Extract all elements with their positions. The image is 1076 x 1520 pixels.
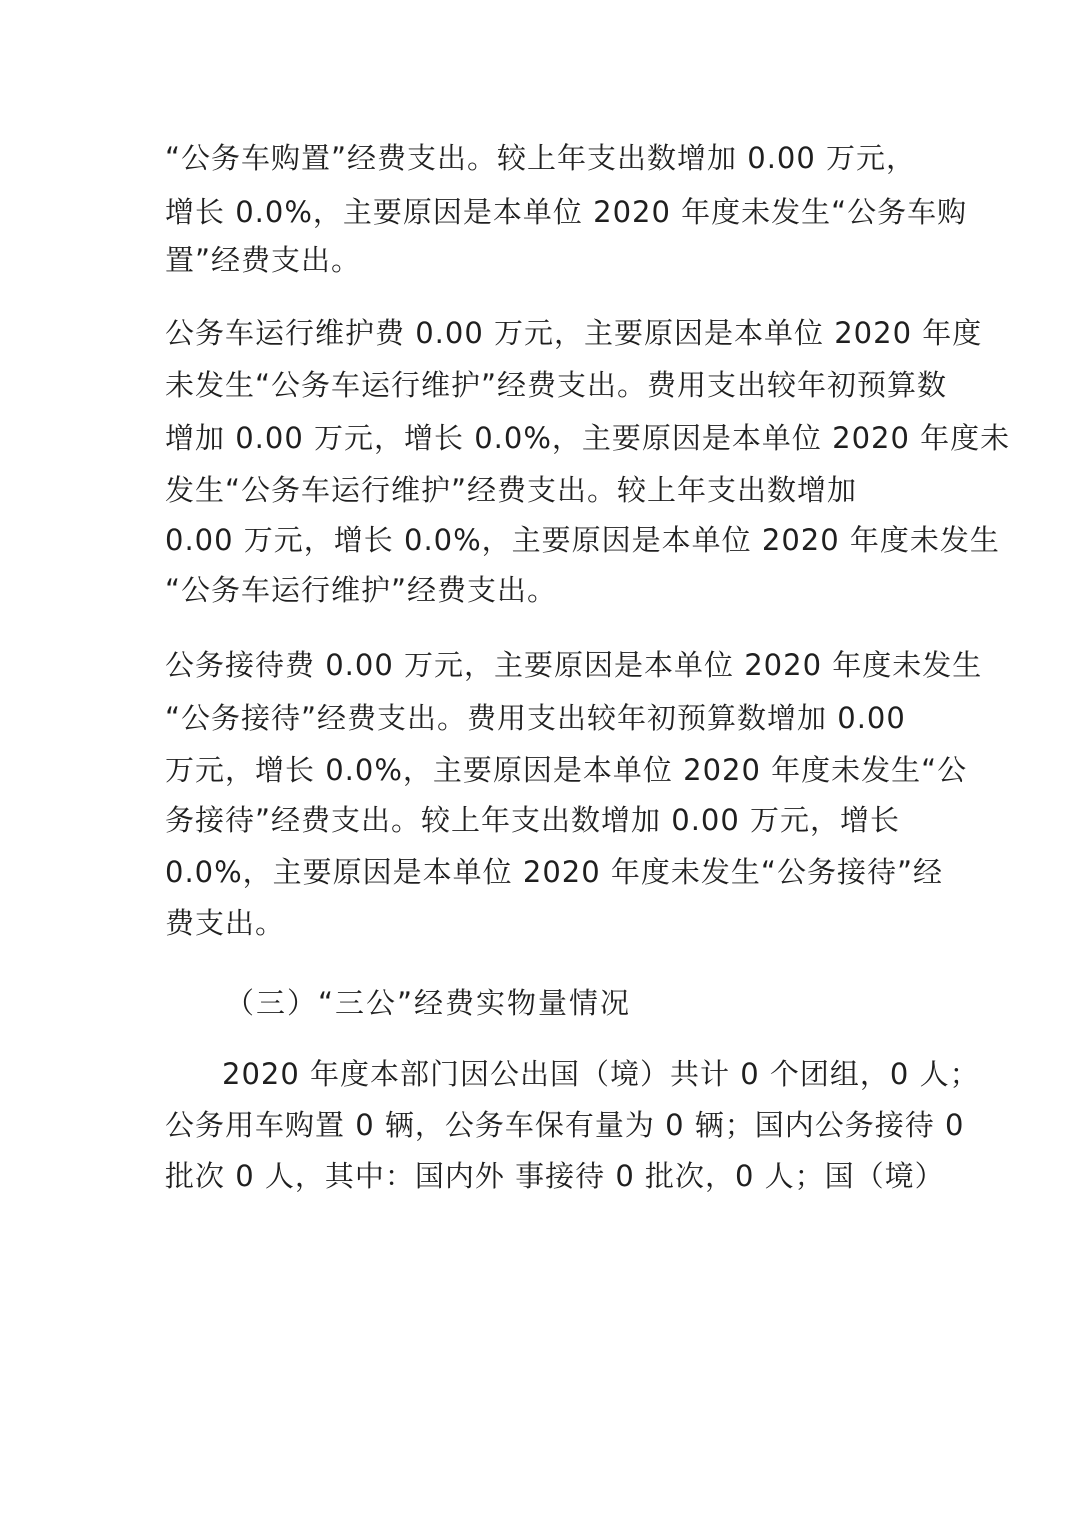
text-line: 增加 0.00 万元，增长 0.0%，主要原因是本单位 2020 年度未 — [165, 421, 1011, 455]
text-line: 公务用车购置 0 辆，公务车保有量为 0 辆；国内公务接待 0 — [165, 1108, 965, 1142]
section-heading: （三）“三公”经费实物量情况 — [225, 986, 632, 1020]
text-line: 公务接待费 0.00 万元，主要原因是本单位 2020 年度未发生 — [165, 648, 983, 682]
text-line: 务接待”经费支出。较上年支出数增加 0.00 万元，增长 — [165, 803, 901, 837]
text-line: 0.0%，主要原因是本单位 2020 年度未发生“公务接待”经 — [165, 855, 943, 889]
text-line: 2020 年度本部门因公出国（境）共计 0 个团组，0 人； — [222, 1057, 980, 1091]
text-line: 公务车运行维护费 0.00 万元，主要原因是本单位 2020 年度 — [165, 316, 983, 350]
text-line: 增长 0.0%，主要原因是本单位 2020 年度未发生“公务车购 — [165, 195, 968, 229]
text-line: “公务车运行维护”经费支出。 — [165, 573, 558, 607]
text-line: 0.00 万元，增长 0.0%，主要原因是本单位 2020 年度未发生 — [165, 523, 1000, 557]
text-line: 发生“公务车运行维护”经费支出。较上年支出数增加 — [165, 473, 858, 507]
text-line: “公务车购置”经费支出。较上年支出数增加 0.00 万元， — [165, 141, 917, 175]
text-line: 万元，增长 0.0%，主要原因是本单位 2020 年度未发生“公 — [165, 753, 968, 787]
text-line: 批次 0 人，其中：国内外 事接待 0 批次，0 人；国（境） — [165, 1159, 945, 1193]
text-line: 费支出。 — [165, 906, 286, 940]
text-line: “公务接待”经费支出。费用支出较年初预算数增加 0.00 — [165, 701, 906, 735]
text-line: 未发生“公务车运行维护”经费支出。费用支出较年初预算数 — [165, 368, 948, 402]
text-line: 置”经费支出。 — [165, 243, 362, 277]
